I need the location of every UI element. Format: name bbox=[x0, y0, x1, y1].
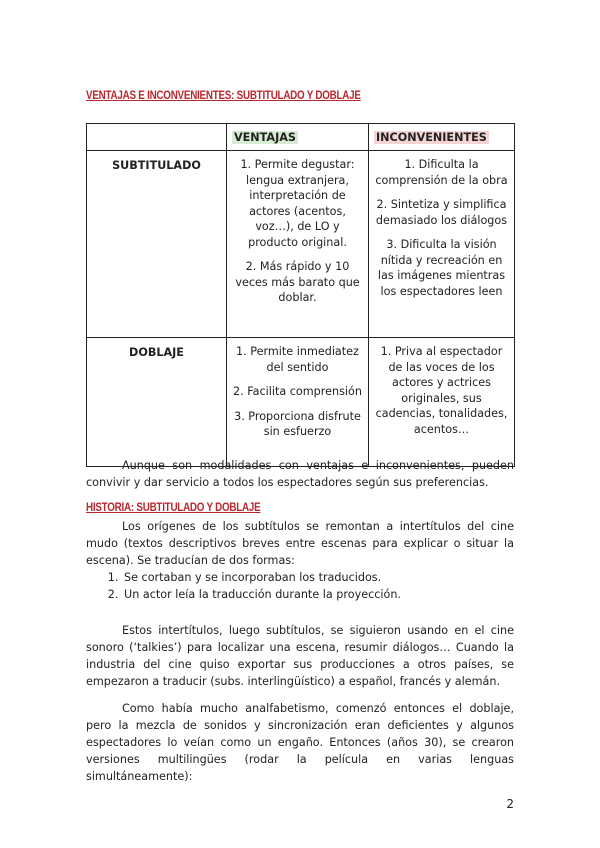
list-item: 2. Facilita comprensión bbox=[233, 385, 362, 398]
subtitulado-ventajas-cell bbox=[227, 151, 369, 338]
section-heading-ventajas: VENTAJAS E INCONVENIENTES: SUBTITULADO Y DOBLAJE bbox=[86, 88, 361, 102]
list-item: 1. Permite inmediatez del sentido bbox=[236, 345, 359, 374]
list-item: 2. Un actor leía la traducción durante la proyección. bbox=[122, 586, 514, 603]
intertitles-paragraph: Estos intertítulos, luego subtítulos, se siguieron usando en el cine sonoro (‘talkies’) para localizar una escena, resumir diálogos… Cuando la industria del cine quiso exportar sus producciones a otros países, se empezaron a traducir (subs. interlingüístico) a español, francés y alemán. bbox=[86, 624, 514, 688]
row-label-subtitulado: SUBTITULADO bbox=[87, 151, 227, 338]
list-item: 1. Dificulta la comprensión de la obra bbox=[375, 158, 508, 187]
table-header-ventajas bbox=[227, 124, 369, 151]
list-item: 3. Proporciona disfrute sin esfuerzo bbox=[234, 409, 361, 438]
comparison-table bbox=[86, 123, 515, 467]
list-item: 2. Sintetiza y simplifica demasiado los diálogos bbox=[375, 198, 508, 227]
table-row bbox=[87, 338, 515, 467]
conclusion-paragraph: Aunque son modalidades con ventajas e inconvenientes, pueden convivir y dar servicio a todos los espectadores según sus preferencias. bbox=[86, 459, 514, 489]
table-header-empty bbox=[87, 124, 227, 151]
list-item: 3. Dificulta la visión nítida y recreación en las imágenes mientras los espectadores leen bbox=[377, 238, 506, 298]
list-item: 1. Priva al espectador de las voces de los actores y actrices originales, sus cadencias, tonalidades, acentos… bbox=[375, 345, 508, 436]
translation-methods-list bbox=[86, 569, 514, 603]
list-item: 2. Más rápido y 10 veces más barato que doblar. bbox=[235, 260, 360, 304]
inconvenientes-header-label: INCONVENIENTES bbox=[376, 131, 487, 144]
table-row bbox=[87, 151, 515, 338]
ventajas-header-label: VENTAJAS bbox=[234, 131, 296, 144]
dubbing-paragraph: Como había mucho analfabetismo, comenzó entonces el doblaje, pero la mezcla de sonidos y sincronización eran deficientes y algunos espectadores lo veían como un engaño. Entonces (años 30), se crearon versiones multilingües (rodar la película en varias lenguas simultáneamente): bbox=[86, 702, 514, 783]
section-heading-historia: HISTORIA: SUBTITULADO Y DOBLAJE bbox=[86, 500, 261, 514]
table-header-inconvenientes bbox=[369, 124, 515, 151]
subtitulado-inconvenientes-cell bbox=[369, 151, 515, 338]
doblaje-ventajas-cell bbox=[227, 338, 369, 467]
list-item: 1. Permite degustar: lengua extranjera, interpretación de actores (acentos, voz…), de LO y producto original. bbox=[240, 158, 355, 249]
list-item: 1. Se cortaban y se incorporaban los traducidos. bbox=[122, 569, 514, 586]
page-number: 2 bbox=[506, 797, 514, 811]
origins-paragraph: Los orígenes de los subtítulos se remontan a intertítulos del cine mudo (textos descriptivos breves entre escenas para explicar o situar la escena). Se traducían de dos formas: bbox=[86, 520, 514, 567]
doblaje-inconvenientes-cell bbox=[369, 338, 515, 467]
table-header-row bbox=[87, 124, 515, 151]
row-label-doblaje: DOBLAJE bbox=[87, 338, 227, 467]
